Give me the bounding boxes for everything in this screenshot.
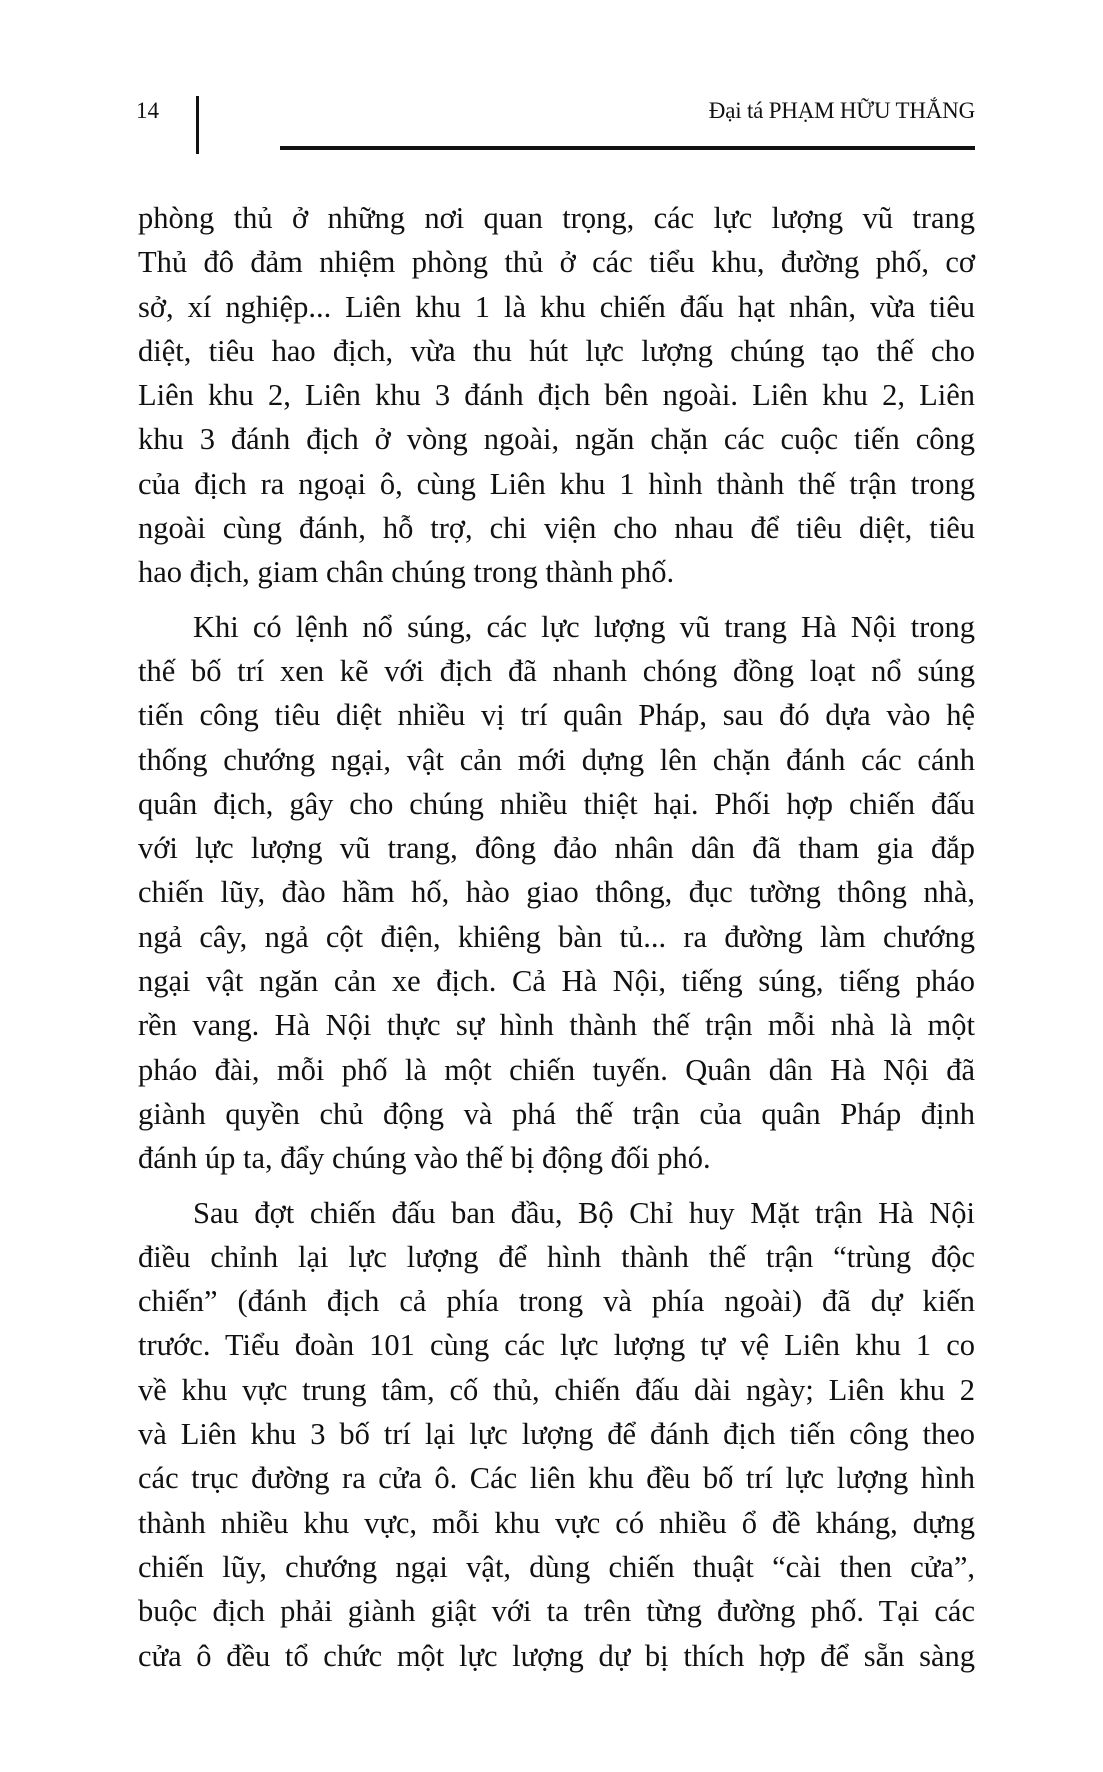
body-text bbox=[138, 196, 975, 1688]
paragraph bbox=[138, 1191, 975, 1678]
text-line: và Liên khu 3 bố trí lại lực lượng để đánh địch tiến công theo bbox=[138, 1417, 975, 1452]
text-line: khu 3 đánh địch ở vòng ngoài, ngăn chặn các cuộc tiến công bbox=[138, 422, 975, 457]
text-line: của địch ra ngoại ô, cùng Liên khu 1 hình thành thế trận trong bbox=[138, 466, 975, 501]
text-line: quân địch, gây cho chúng nhiều thiệt hại. Phối hợp chiến đấu bbox=[138, 786, 975, 821]
text-line: Khi có lệnh nổ súng, các lực lượng vũ trang Hà Nội trong bbox=[193, 609, 975, 644]
text-line: buộc địch phải giành giật với ta trên từng đường phố. Tại các bbox=[138, 1594, 975, 1629]
text-line: phòng thủ ở những nơi quan trọng, các lực lượng vũ trang bbox=[138, 201, 975, 235]
text-line: các trục đường ra cửa ô. Các liên khu đều bố trí lực lượng hình bbox=[138, 1461, 975, 1496]
text-line: điều chỉnh lại lực lượng để hình thành thế trận “trùng độc bbox=[138, 1239, 975, 1274]
paragraph bbox=[138, 196, 975, 595]
text-line: giành quyền chủ động và phá thế trận của quân Pháp định bbox=[138, 1096, 975, 1131]
text-line: thế bố trí xen kẽ với địch đã nhanh chóng đồng loạt nổ súng bbox=[138, 653, 975, 688]
page-number: 14 bbox=[136, 98, 159, 123]
paragraph bbox=[138, 605, 975, 1181]
text-line: ngả cây, ngả cột điện, khiêng bàn tủ... ra đường làm chướng bbox=[138, 919, 975, 954]
text-line: trước. Tiểu đoàn 101 cùng các lực lượng tự vệ Liên khu 1 co bbox=[138, 1328, 975, 1363]
text-line: ngoài cùng đánh, hỗ trợ, chi viện cho nhau để tiêu diệt, tiêu bbox=[138, 511, 975, 546]
text-line: về khu vực trung tâm, cố thủ, chiến đấu dài ngày; Liên khu 2 bbox=[138, 1372, 975, 1407]
text-line: thành nhiều khu vực, mỗi khu vực có nhiều ổ đề kháng, dựng bbox=[138, 1505, 975, 1540]
text-line: rền vang. Hà Nội thực sự hình thành thế trận mỗi nhà là một bbox=[138, 1008, 975, 1043]
text-line: pháo đài, mỗi phố là một chiến tuyến. Quân dân Hà Nội đã bbox=[138, 1052, 975, 1087]
text-line: Thủ đô đảm nhiệm phòng thủ ở các tiểu khu, đường phố, cơ bbox=[138, 245, 975, 280]
header-divider-vertical bbox=[196, 96, 199, 154]
text-line: Sau đợt chiến đấu ban đầu, Bộ Chỉ huy Mặt trận Hà Nội bbox=[193, 1195, 975, 1230]
text-line: ngại vật ngăn cản xe địch. Cả Hà Nội, tiếng súng, tiếng pháo bbox=[138, 964, 975, 999]
header-rule bbox=[280, 146, 975, 150]
text-line: diệt, tiêu hao địch, vừa thu hút lực lượng chúng tạo thế cho bbox=[138, 333, 975, 368]
text-line: chiến lũy, chướng ngại vật, dùng chiến thuật “cài then cửa”, bbox=[138, 1549, 975, 1584]
running-title: Đại tá PHẠM HỮU THẮNG bbox=[708, 98, 975, 123]
text-line: đánh úp ta, đẩy chúng vào thế bị động đối phó. bbox=[138, 1141, 711, 1176]
text-line: sở, xí nghiệp... Liên khu 1 là khu chiến đấu hạt nhân, vừa tiêu bbox=[138, 289, 975, 324]
text-line: chiến” (đánh địch cả phía trong và phía ngoài) đã dự kiến bbox=[138, 1284, 975, 1319]
text-line: tiến công tiêu diệt nhiều vị trí quân Pháp, sau đó dựa vào hệ bbox=[138, 698, 975, 733]
text-line: chiến lũy, đào hầm hố, hào giao thông, đục tường thông nhà, bbox=[138, 875, 975, 910]
text-line: thống chướng ngại, vật cản mới dựng lên chặn đánh các cánh bbox=[138, 742, 975, 777]
text-line: hao địch, giam chân chúng trong thành phố. bbox=[138, 555, 675, 590]
text-line: với lực lượng vũ trang, đông đảo nhân dân đã tham gia đắp bbox=[138, 831, 975, 866]
text-line: cửa ô đều tổ chức một lực lượng dự bị thích hợp để sẵn sàng bbox=[138, 1638, 975, 1673]
text-line: Liên khu 2, Liên khu 3 đánh địch bên ngoài. Liên khu 2, Liên bbox=[138, 378, 975, 413]
